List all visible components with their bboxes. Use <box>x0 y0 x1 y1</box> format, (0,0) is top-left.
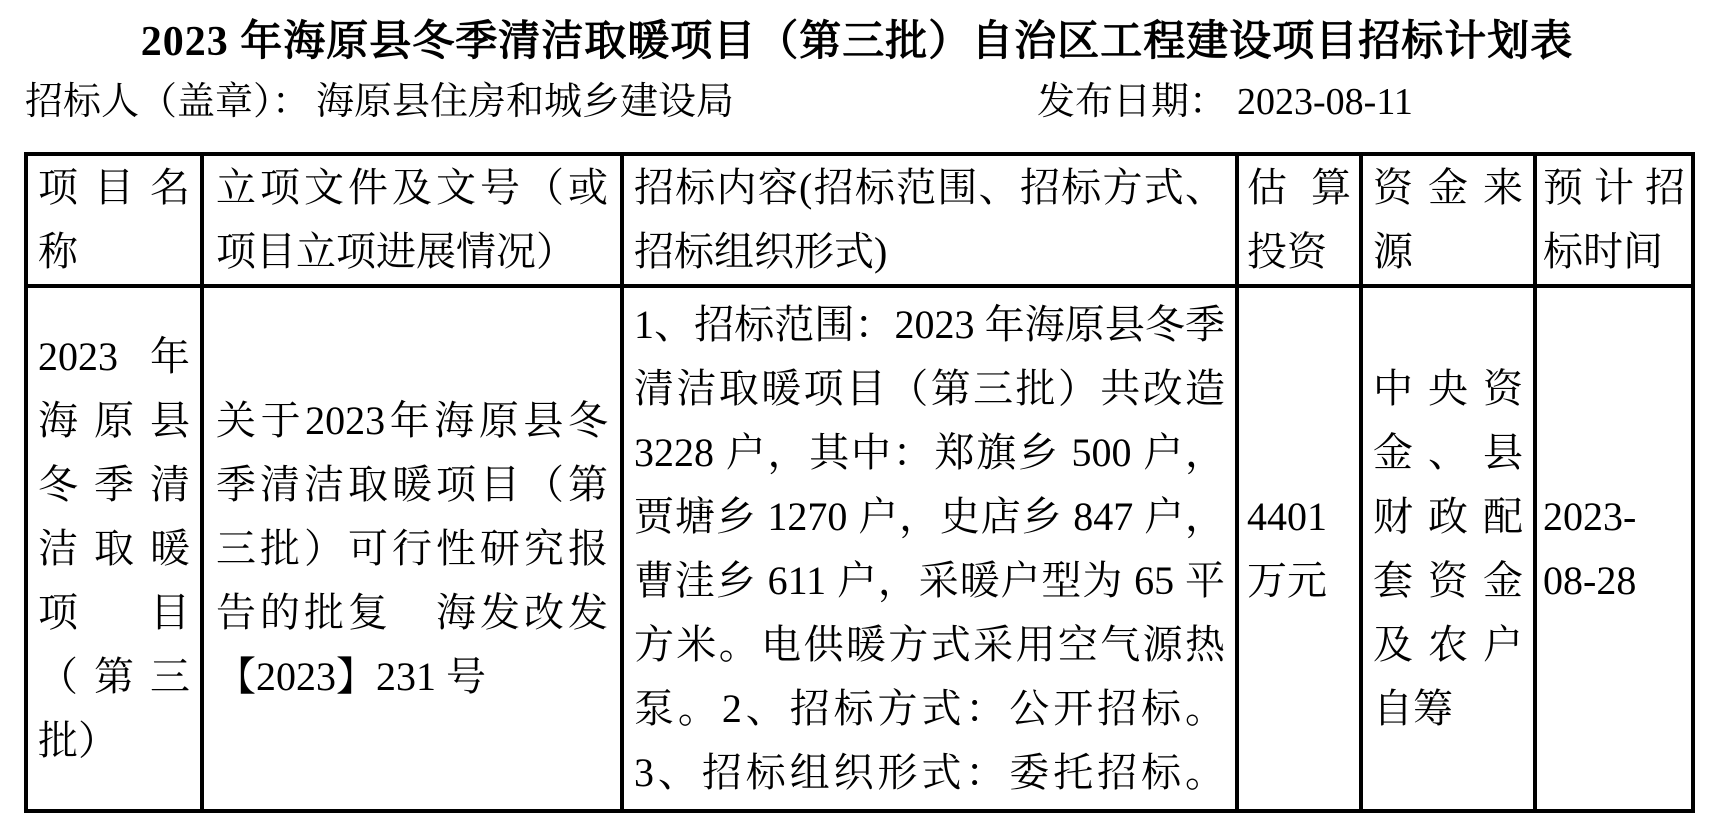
header-expected-bidding-time: 预计招标时间 <box>1535 154 1693 286</box>
cell-approval-doc: 关于2023年海原县冬季清洁取暖项目（第三批）可行性研究报告的批复 海发改发【2023】231 号 <box>202 286 622 811</box>
cell-bidding-content: 1、招标范围：2023 年海原县冬季清洁取暖项目（第三批）共改造 3228 户，其中：郑旗乡 500 户，贾塘乡 1270 户，史店乡 847 户，曹洼乡 611 户，采暖户型为 65 平方米。电供暖方式采用空气源热泵。2、招标方式：公开招标。3、招标组织形式：委托招标。 <box>622 286 1237 811</box>
meta-row <box>0 76 1714 128</box>
table-row <box>26 286 1693 811</box>
publish-date-label: 发布日期： <box>1037 81 1228 123</box>
table-header-row <box>26 154 1693 286</box>
tenderer-value: 海原县住房和城乡建设局 <box>316 81 735 123</box>
page-title: 2023 年海原县冬季清洁取暖项目（第三批）自治区工程建设项目招标计划表 <box>140 19 1574 65</box>
header-estimated-investment: 估算投资 <box>1237 154 1361 286</box>
header-project-name: 项目名称 <box>26 154 202 286</box>
cell-estimated-investment: 4401 万元 <box>1237 286 1361 811</box>
publish-date-value: 2023-08-11 <box>1237 81 1413 123</box>
bidding-plan-table <box>24 152 1695 813</box>
publish-date-line <box>1037 76 1413 128</box>
cell-funding-source: 中央资金、县财政配套资金及农户自筹 <box>1361 286 1535 811</box>
header-funding-source: 资金来源 <box>1361 154 1535 286</box>
tenderer-label: 招标人（盖章）： <box>25 81 311 123</box>
cell-project-name: 2023 年海原县冬季清洁取暖项目（第三批） <box>26 286 202 811</box>
header-approval-doc: 立项文件及文号（或项目立项进展情况） <box>202 154 622 286</box>
cell-expected-bidding-time: 2023-08-28 <box>1535 286 1693 811</box>
tenderer-line <box>25 76 734 128</box>
header-bidding-content: 招标内容(招标范围、招标方式、招标组织形式) <box>622 154 1237 286</box>
